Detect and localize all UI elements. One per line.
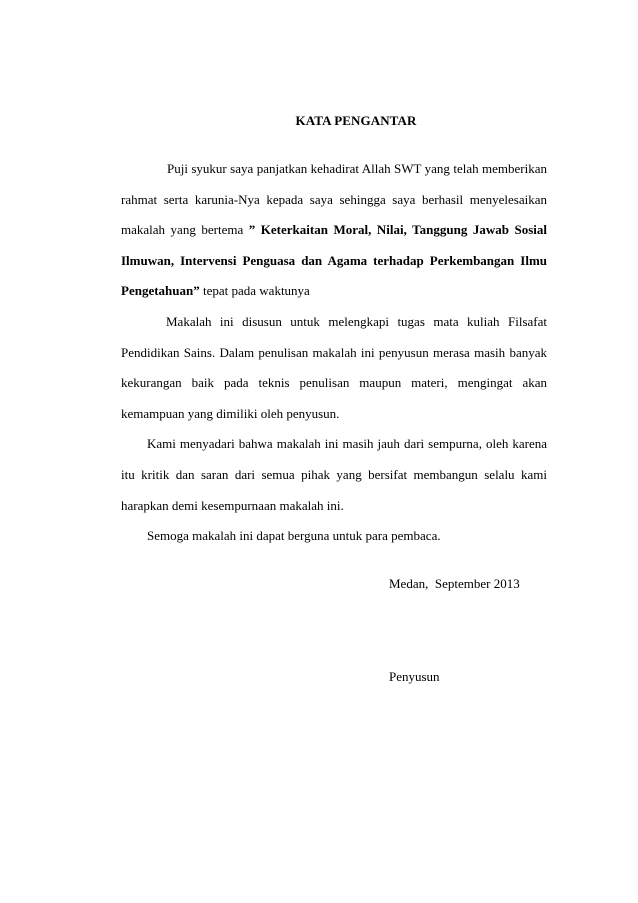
signature-place-date: Medan, September 2013	[389, 576, 520, 591]
document-body	[121, 154, 547, 552]
paragraph-intro-ending: tepat pada waktunya	[199, 283, 310, 299]
paragraph-acknowledgement: Kami menyadari bahwa makalah ini masih jauh dari sempurna, oleh karena itu kritik dan saran dari semua pihak yang bersifat membangun selalu kami harapkan demi kesempurnaan makalah ini.	[121, 436, 547, 513]
page-title: KATA PENGANTAR	[295, 113, 417, 128]
paragraph-intro-text: Puji syukur saya panjatkan kehadirat Allah SWT yang telah memberikan rahmat serta karunia-Nya kepada saya sehingga saya berhasil menyelesaikan makalah yang bertema	[121, 161, 547, 238]
paragraph-intro-theme: ” Keterkaitan Moral, Nilai, Tanggung Jawab Sosial Ilmuwan, Intervensi Penguasa dan Agama terhadap Perkembangan Ilmu Pengetahuan”	[121, 222, 547, 299]
signature-author: Penyusun	[389, 669, 440, 684]
paragraph-purpose: Makalah ini disusun untuk melengkapi tugas mata kuliah Filsafat Pendidikan Sains. Dalam penulisan makalah ini penyusun merasa masih banyak kekurangan baik pada teknis penulisan maupun materi, mengingat akan kemampuan yang dimiliki oleh penyusun.	[121, 313, 547, 421]
paragraph-intro	[121, 154, 547, 307]
paragraph-closing: Semoga makalah ini dapat berguna untuk para pembaca.	[147, 528, 441, 544]
